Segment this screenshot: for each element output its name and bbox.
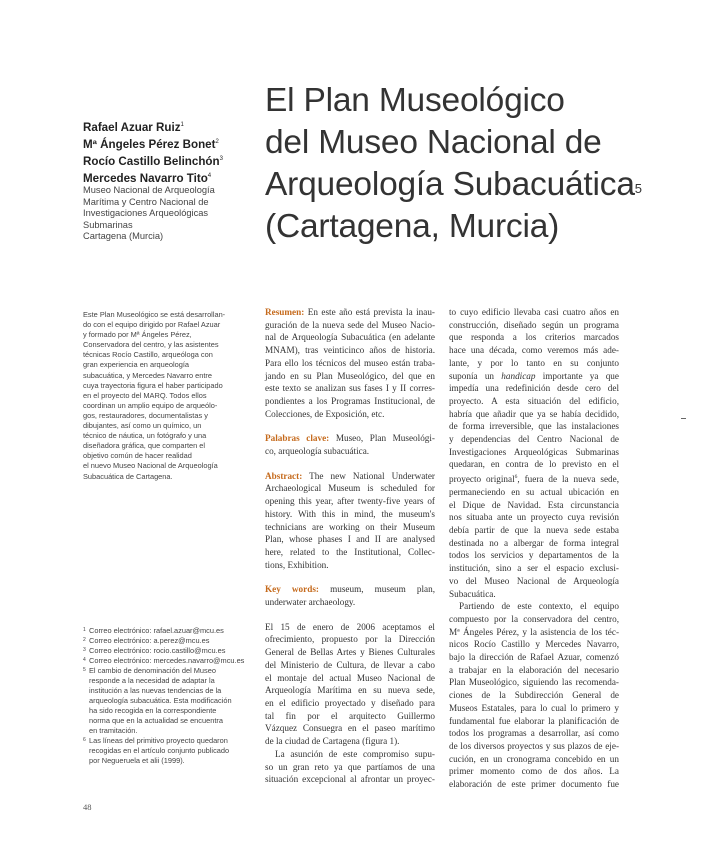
title-footnote-ref: 5 <box>634 181 642 196</box>
footnote: 3 Correo electrónico: rocio.castillo@mcu.es <box>83 646 226 655</box>
margin-mark <box>681 418 686 419</box>
author-name: Mercedes Navarro Tito$^4$ <box>83 171 212 185</box>
palabras-clave: Palabras clave: Museo, Plan Museológi- co, arqueología subacuática. <box>265 433 435 457</box>
abstract-label: Abstract: <box>265 470 303 481</box>
body-paragraph: El 15 de enero de 2006 aceptamos el ofrecimiento, propuesto por la Dirección General de Bellas Artes y Bienes Culturales del Ministerio de Cultura, de llevar a cabo el montaje del actual Museo Nacional de Arqueología Marítima en su nueva sede, en el edificio proyectado y diseñado para tal fin por el arquitecto Guillermo Vázquez Consuegra en el paseo marítimo de la ciudad de Cartagena (figura 1). <box>265 621 435 747</box>
author-name: Rafael Azuar Ruiz$^1$ <box>83 120 184 134</box>
footnote: 4 Correo electrónico: mercedes.navarro@mcu.es <box>83 656 245 665</box>
key-words: Key words: museum, museum plan, underwater archaeology. <box>265 584 435 608</box>
body-column-1 <box>265 306 435 786</box>
author-block <box>83 118 258 243</box>
footnotes <box>83 626 258 766</box>
affiliation: Museo Nacional de Arqueología Marítima y Centro Nacional de Investigaciones Arqueológicas Submarinas Cartagena (Murcia) <box>83 185 215 242</box>
title-line: del Museo Nacional de <box>265 124 602 161</box>
body-paragraph: La asunción de este compromiso supu- so un gran reto ya que partíamos de una situación excepcional al afrontar un proyec- <box>265 748 435 785</box>
palabras-label: Palabras clave: <box>265 433 330 444</box>
authors-intro-text: Este Plan Museológico se está desarrollan- do con el equipo dirigido por Rafael Azuar y formado por Mª Ángeles Pérez, Conservadora del centro, y las asistentes técnicas Rocío Castillo, arqueóloga con gran experiencia en arqueología subacuática, y Mercedes Navarro entre cuya trayectoria figura el haber participado en el proyecto del MARQ. Todos ellos coordinan un amplio equipo de arqueólo- gos, restauradores, documentalistas y dibujantes, así como un químico, un técnico de náutica, un fotógrafo y una diseñadora gráfica, que comparten el objetivo común de hacer realidad el nuevo Museo Nacional de Arqueología Subacuática de Cartagena. <box>83 310 226 481</box>
title-line: (Cartagena, Murcia) <box>265 208 560 245</box>
resumen-label: Resumen: <box>265 307 305 317</box>
title-line: El Plan Museológico <box>265 82 565 119</box>
body-column-2 <box>449 306 619 791</box>
page-number: 48 <box>83 802 92 812</box>
author-name: Mª Ángeles Pérez Bonet$^2$ <box>83 137 219 151</box>
author-name: Rocío Castillo Belinchón$^3$ <box>83 154 223 168</box>
abstract: Abstract: The new National Underwater Archaeological Museum is scheduled for opening this year, after twenty-five years of history. With this in mind, the museum's technicians are working on their Museum Plan, whose phases I and II are analysed here, related to the Institutional, Collec- tions, Exhibition. <box>265 470 435 570</box>
body-paragraph: to cuyo edificio llevaba casi cuatro años en construcción, diseñado según un programa que responda a los criterios marcados hace una década, como veremos más ade- lante, y por lo tanto en su conjunto suponía un handicap importante ya que impedía una redefinición desde cero del proyecto. A esta situación del edificio, habría que añadir que ya se había decidido, de forma irreversible, que las instalaciones y dependencias del Centro Nacional de Investigaciones Arqueológicas Submarinas quedaran, en contra de lo previsto en el proyecto original$^6$, fuera de la nueva sede, permaneciendo en su actual ubicación en el Dique de Navidad. Esta circunstancia nos situaba ante un proyecto cuya revisión debía partir de que la nueva sede estaba destinada no a albergar de forma integral todos los servicios y departamentos de la institución, sino a ser el espacio exclusi- vo del Museo Nacional de Arqueología Subacuática. <box>449 307 619 599</box>
footnote: 2 Correo electrónico: a.perez@mcu.es <box>83 636 210 645</box>
title-line: Arqueología Subacuática <box>265 166 635 203</box>
footnote: 5 El cambio de denominación del Museo responde a la necesidad de adaptar la institución a las nuevas tendencias de la arqueología subacuática. Esta modificación ha sido recogida en la correspondiente norma que en la actualidad se encuentra en tramitación. <box>83 666 232 735</box>
footnote: 6 Las líneas del primitivo proyecto quedaron recogidas en el artículo conjunto publicado por Negueruela et alii (1999). <box>83 736 230 765</box>
article-title <box>265 80 685 248</box>
keywords-label: Key words: <box>265 584 319 595</box>
footnote: 1 Correo electrónico: rafael.azuar@mcu.es <box>83 626 224 635</box>
body-paragraph: Partiendo de este contexto, el equipo compuesto por la conservadora del centro, Mª Ángeles Pérez, y la asistencia de los téc- nicos Rocío Castillo y Mercedes Navarro, bajo la dirección de Rafael Azuar, comenzó a trabajar en la elaboración del necesario Plan Museológico, siguiendo las recomenda- ciones de la Subdirección General de Museos Estatales, para lo cual lo primero y fundamental fue elaborar la planificación de todos los programas a desarrollar, así como de los diversos proyectos y sus plazos de eje- cución, en un cronograma concebido en un primer momento como de dos años. La elaboración de este primer documento fue <box>449 601 619 790</box>
resumen: Resumen: En este año está prevista la inau- guración de la nueva sede del Museo Nacio- nal de Arqueología Subacuática (en adelante MNAM), tras veinticinco años de historia. Para ello los técnicos del museo están traba- jando en su Plan Museológico, del que en este texto se analizan sus fases I y II corres- pondientes a los Programas Institucional, de Colecciones, de Exposición, etc. <box>265 307 435 419</box>
